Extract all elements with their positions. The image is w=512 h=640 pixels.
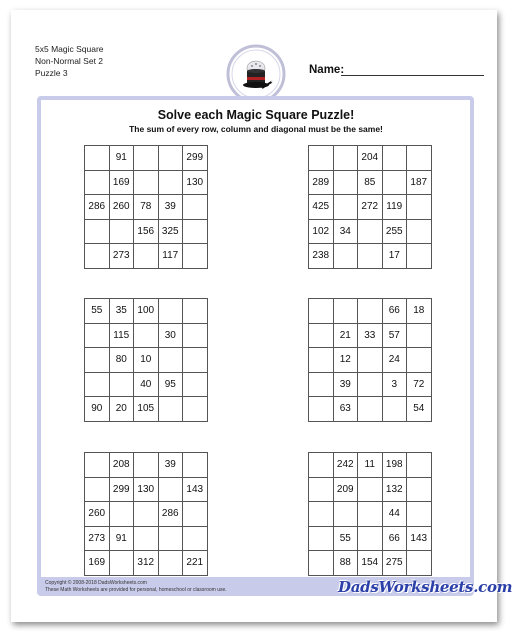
empty-cell[interactable] [109,551,134,576]
given-cell: 44 [382,502,407,527]
worksheet-instructions: The sum of every row, column and diagonal must be the same! [129,124,383,134]
name-label: Name: [309,64,345,76]
empty-cell[interactable] [309,323,334,348]
empty-cell[interactable] [158,348,183,373]
empty-cell[interactable] [407,348,432,373]
magic-square-row [85,526,208,551]
magic-square-row [309,219,432,244]
empty-cell[interactable] [309,477,334,502]
empty-cell[interactable] [85,348,110,373]
magic-square-row [85,244,208,269]
magic-square-row [309,299,432,324]
given-cell: 130 [183,170,208,195]
given-cell: 156 [134,219,159,244]
empty-cell[interactable] [407,477,432,502]
given-cell: 154 [358,551,383,576]
copyright-line: Copyright © 2008-2018 DadsWorksheets.com [45,580,147,586]
given-cell: 20 [109,397,134,422]
worksheet-size-label: 5x5 Magic Square [35,44,104,54]
empty-cell[interactable] [134,244,159,269]
given-cell: 299 [183,146,208,171]
empty-cell[interactable] [158,526,183,551]
empty-cell[interactable] [407,244,432,269]
empty-cell[interactable] [109,219,134,244]
empty-cell[interactable] [382,146,407,171]
given-cell: 260 [109,195,134,220]
given-cell: 78 [134,195,159,220]
given-cell: 33 [358,323,383,348]
magic-square-row [309,453,432,478]
empty-cell[interactable] [183,219,208,244]
given-cell: 34 [333,219,358,244]
empty-cell[interactable] [183,526,208,551]
empty-cell[interactable] [382,397,407,422]
name-entry-line[interactable] [341,75,484,76]
given-cell: 17 [382,244,407,269]
magic-square-row [309,372,432,397]
given-cell: 12 [333,348,358,373]
given-cell: 40 [134,372,159,397]
empty-cell[interactable] [358,502,383,527]
empty-cell[interactable] [134,323,159,348]
given-cell: 312 [134,551,159,576]
empty-cell[interactable] [407,195,432,220]
magic-square-row [85,502,208,527]
empty-cell[interactable] [358,477,383,502]
empty-cell[interactable] [309,453,334,478]
magic-square-row [309,323,432,348]
given-cell: 272 [358,195,383,220]
empty-cell[interactable] [134,170,159,195]
given-cell: 85 [358,170,383,195]
empty-cell[interactable] [134,502,159,527]
empty-cell[interactable] [85,323,110,348]
given-cell: 169 [109,170,134,195]
given-cell: 80 [109,348,134,373]
empty-cell[interactable] [183,502,208,527]
given-cell: 143 [407,526,432,551]
given-cell: 66 [382,526,407,551]
given-cell: 3 [382,372,407,397]
given-cell: 130 [134,477,159,502]
given-cell: 117 [158,244,183,269]
empty-cell[interactable] [358,348,383,373]
given-cell: 260 [85,502,110,527]
empty-cell[interactable] [134,526,159,551]
given-cell: 39 [158,195,183,220]
given-cell: 88 [333,551,358,576]
given-cell: 273 [85,526,110,551]
magic-square-row [85,477,208,502]
given-cell: 55 [85,299,110,324]
magic-square-row [85,551,208,576]
empty-cell[interactable] [109,372,134,397]
magic-square-row [85,397,208,422]
magic-square-6 [308,452,432,576]
given-cell: 286 [158,502,183,527]
given-cell: 21 [333,323,358,348]
magic-square-row [309,348,432,373]
empty-cell[interactable] [183,453,208,478]
worksheet-title: Solve each Magic Square Puzzle! [157,108,355,122]
worksheet-info [35,43,104,79]
empty-cell[interactable] [333,244,358,269]
empty-cell[interactable] [183,244,208,269]
usage-line: These Math Worksheets are provided for personal, homeschool or classroom use. [45,587,227,593]
empty-cell[interactable] [333,299,358,324]
copyright-notice [45,580,227,594]
given-cell: 169 [85,551,110,576]
magic-square-row [85,372,208,397]
empty-cell[interactable] [333,170,358,195]
given-cell: 187 [407,170,432,195]
empty-cell[interactable] [134,453,159,478]
given-cell: 209 [333,477,358,502]
magic-square-row [85,453,208,478]
empty-cell[interactable] [309,551,334,576]
empty-cell[interactable] [358,299,383,324]
empty-cell[interactable] [158,551,183,576]
magic-square-row [309,244,432,269]
empty-cell[interactable] [85,453,110,478]
given-cell: 289 [309,170,334,195]
given-cell: 91 [109,526,134,551]
empty-cell[interactable] [407,219,432,244]
empty-cell[interactable] [358,372,383,397]
empty-cell[interactable] [407,323,432,348]
given-cell: 55 [333,526,358,551]
magic-square-row [309,526,432,551]
empty-cell[interactable] [158,397,183,422]
given-cell: 105 [134,397,159,422]
empty-cell[interactable] [183,348,208,373]
magic-square-2 [308,145,432,269]
given-cell: 11 [358,453,383,478]
empty-cell[interactable] [333,195,358,220]
magic-square-4 [308,298,432,422]
empty-cell[interactable] [183,323,208,348]
empty-cell[interactable] [358,244,383,269]
empty-cell[interactable] [309,348,334,373]
magic-square-row [309,477,432,502]
empty-cell[interactable] [183,299,208,324]
given-cell: 204 [358,146,383,171]
empty-cell[interactable] [85,146,110,171]
given-cell: 66 [382,299,407,324]
given-cell: 39 [158,453,183,478]
empty-cell[interactable] [158,299,183,324]
given-cell: 198 [382,453,407,478]
magic-square-row [85,323,208,348]
given-cell: 63 [333,397,358,422]
empty-cell[interactable] [382,170,407,195]
magic-square-row [85,219,208,244]
empty-cell[interactable] [158,170,183,195]
given-cell: 102 [309,219,334,244]
empty-cell[interactable] [309,502,334,527]
empty-cell[interactable] [309,526,334,551]
magic-square-row [309,170,432,195]
magic-square-row [309,397,432,422]
given-cell: 425 [309,195,334,220]
given-cell: 24 [382,348,407,373]
given-cell: 143 [183,477,208,502]
empty-cell[interactable] [158,477,183,502]
given-cell: 238 [309,244,334,269]
magic-hat-icon [226,44,286,104]
empty-cell[interactable] [407,146,432,171]
given-cell: 54 [407,397,432,422]
empty-cell[interactable] [358,397,383,422]
given-cell: 10 [134,348,159,373]
given-cell: 18 [407,299,432,324]
given-cell: 273 [109,244,134,269]
empty-cell[interactable] [309,146,334,171]
empty-cell[interactable] [85,170,110,195]
empty-cell[interactable] [407,551,432,576]
given-cell: 242 [333,453,358,478]
empty-cell[interactable] [358,219,383,244]
empty-cell[interactable] [358,526,383,551]
empty-cell[interactable] [183,372,208,397]
magic-square-row [309,195,432,220]
empty-cell[interactable] [85,244,110,269]
empty-cell[interactable] [85,219,110,244]
given-cell: 35 [109,299,134,324]
magic-square-row [85,170,208,195]
empty-cell[interactable] [85,372,110,397]
given-cell: 208 [109,453,134,478]
empty-cell[interactable] [407,453,432,478]
given-cell: 57 [382,323,407,348]
given-cell: 115 [109,323,134,348]
brand-logo: DadsWorksheets.com [338,578,512,596]
magic-square-row [85,299,208,324]
empty-cell[interactable] [333,502,358,527]
given-cell: 72 [407,372,432,397]
given-cell: 299 [109,477,134,502]
magic-square-5 [84,452,208,576]
magic-square-row [309,502,432,527]
worksheet-set-label: Non-Normal Set 2 [35,56,104,66]
empty-cell[interactable] [109,502,134,527]
empty-cell[interactable] [158,146,183,171]
magic-square-row [85,195,208,220]
given-cell: 255 [382,219,407,244]
given-cell: 39 [333,372,358,397]
magic-square-1 [84,145,208,269]
empty-cell[interactable] [85,477,110,502]
magic-square-row [309,146,432,171]
magic-square-row [309,551,432,576]
given-cell: 221 [183,551,208,576]
empty-cell[interactable] [183,195,208,220]
given-cell: 91 [109,146,134,171]
empty-cell[interactable] [183,397,208,422]
given-cell: 119 [382,195,407,220]
empty-cell[interactable] [333,146,358,171]
empty-cell[interactable] [407,502,432,527]
magic-square-row [85,348,208,373]
magic-square-3 [84,298,208,422]
empty-cell[interactable] [134,146,159,171]
worksheet-puzzle-label: Puzzle 3 [35,68,68,78]
given-cell: 95 [158,372,183,397]
empty-cell[interactable] [309,372,334,397]
empty-cell[interactable] [309,299,334,324]
given-cell: 30 [158,323,183,348]
given-cell: 286 [85,195,110,220]
given-cell: 325 [158,219,183,244]
given-cell: 132 [382,477,407,502]
magic-square-row [85,146,208,171]
given-cell: 275 [382,551,407,576]
given-cell: 90 [85,397,110,422]
given-cell: 100 [134,299,159,324]
empty-cell[interactable] [309,397,334,422]
